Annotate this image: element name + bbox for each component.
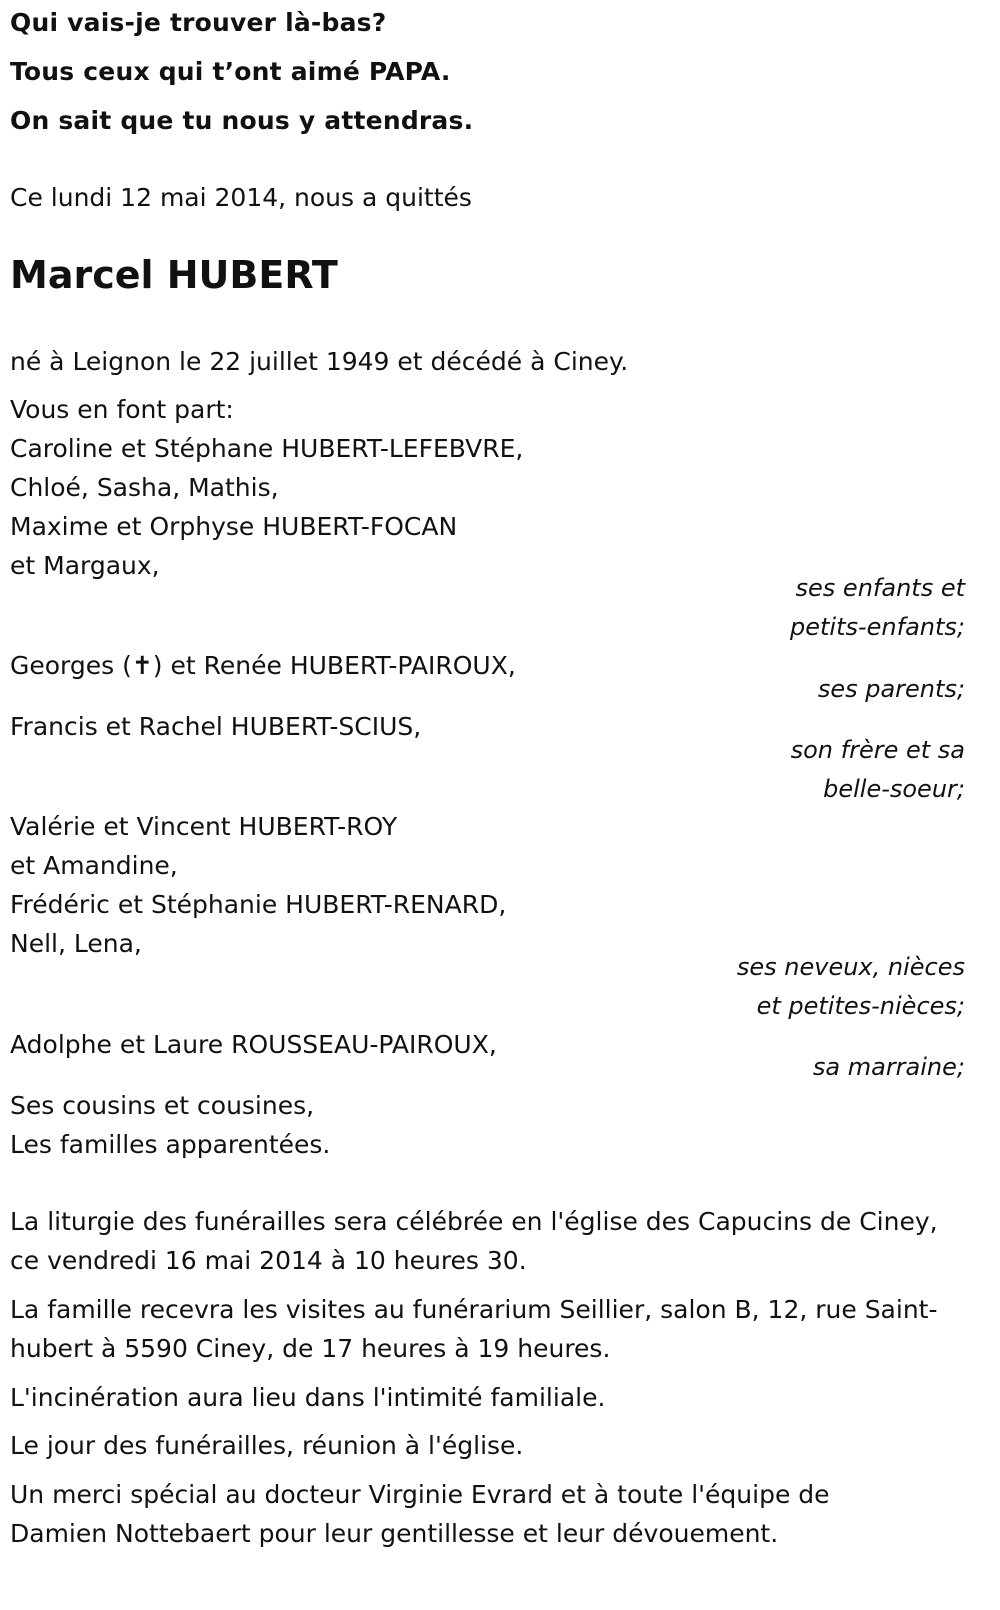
intro-line: Ce lundi 12 mai 2014, nous a quittés xyxy=(10,183,472,212)
announce-line: Vous en font part: xyxy=(10,395,234,424)
children-relation-1: ses enfants et xyxy=(795,574,965,602)
godmother-line: Adolphe et Laure ROUSSEAU-PAIROUX, xyxy=(10,1030,497,1059)
nephews-line-3: Frédéric et Stéphanie HUBERT-RENARD, xyxy=(10,890,507,919)
parents-relation: ses parents; xyxy=(817,675,965,703)
children-line-4: et Margaux, xyxy=(10,551,160,580)
thanks-line-2: Damien Nottebaert pour leur gentillesse et leur dévouement. xyxy=(10,1519,779,1548)
birth-death-line: né à Leignon le 22 juillet 1949 et décédé à Ciney. xyxy=(10,347,629,376)
nephews-line-1: Valérie et Vincent HUBERT-ROY xyxy=(10,812,398,841)
poem-line-3: On sait que tu nous y attendras. xyxy=(10,106,474,135)
deceased-name: Marcel HUBERT xyxy=(10,253,338,297)
children-line-1: Caroline et Stéphane HUBERT-LEFEBVRE, xyxy=(10,434,524,463)
liturgy-line-1: La liturgie des funérailles sera célébrée en l'église des Capucins de Ciney, xyxy=(10,1207,938,1236)
poem-line-2: Tous ceux qui t’ont aimé PAPA. xyxy=(10,57,451,86)
others-line-2: Les familles apparentées. xyxy=(10,1130,331,1159)
nephews-relation-2: et petites-nièces; xyxy=(756,992,965,1020)
sibling-relation-2: belle-soeur; xyxy=(823,775,965,803)
cremation-line: L'incinération aura lieu dans l'intimité familiale. xyxy=(10,1383,606,1412)
sibling-line: Francis et Rachel HUBERT-SCIUS, xyxy=(10,712,422,741)
parents-line: Georges (✝) et Renée HUBERT-PAIROUX, xyxy=(10,651,516,680)
visits-line-1: La famille recevra les visites au funérarium Seillier, salon B, 12, rue Saint- xyxy=(10,1295,938,1324)
nephews-relation-1: ses neveux, nièces xyxy=(736,953,965,981)
meeting-line: Le jour des funérailles, réunion à l'église. xyxy=(10,1431,524,1460)
sibling-relation-1: son frère et sa xyxy=(790,736,965,764)
godmother-relation: sa marraine; xyxy=(812,1053,965,1081)
nephews-line-2: et Amandine, xyxy=(10,851,178,880)
thanks-line-1: Un merci spécial au docteur Virginie Evrard et à toute l'équipe de xyxy=(10,1480,830,1509)
children-relation-2: petits-enfants; xyxy=(790,613,965,641)
visits-line-2: hubert à 5590 Ciney, de 17 heures à 19 heures. xyxy=(10,1334,611,1363)
poem-line-1: Qui vais-je trouver là-bas? xyxy=(10,8,387,37)
nephews-line-4: Nell, Lena, xyxy=(10,929,142,958)
others-line-1: Ses cousins et cousines, xyxy=(10,1091,315,1120)
children-line-2: Chloé, Sasha, Mathis, xyxy=(10,473,279,502)
children-line-3: Maxime et Orphyse HUBERT-FOCAN xyxy=(10,512,458,541)
liturgy-line-2: ce vendredi 16 mai 2014 à 10 heures 30. xyxy=(10,1246,527,1275)
